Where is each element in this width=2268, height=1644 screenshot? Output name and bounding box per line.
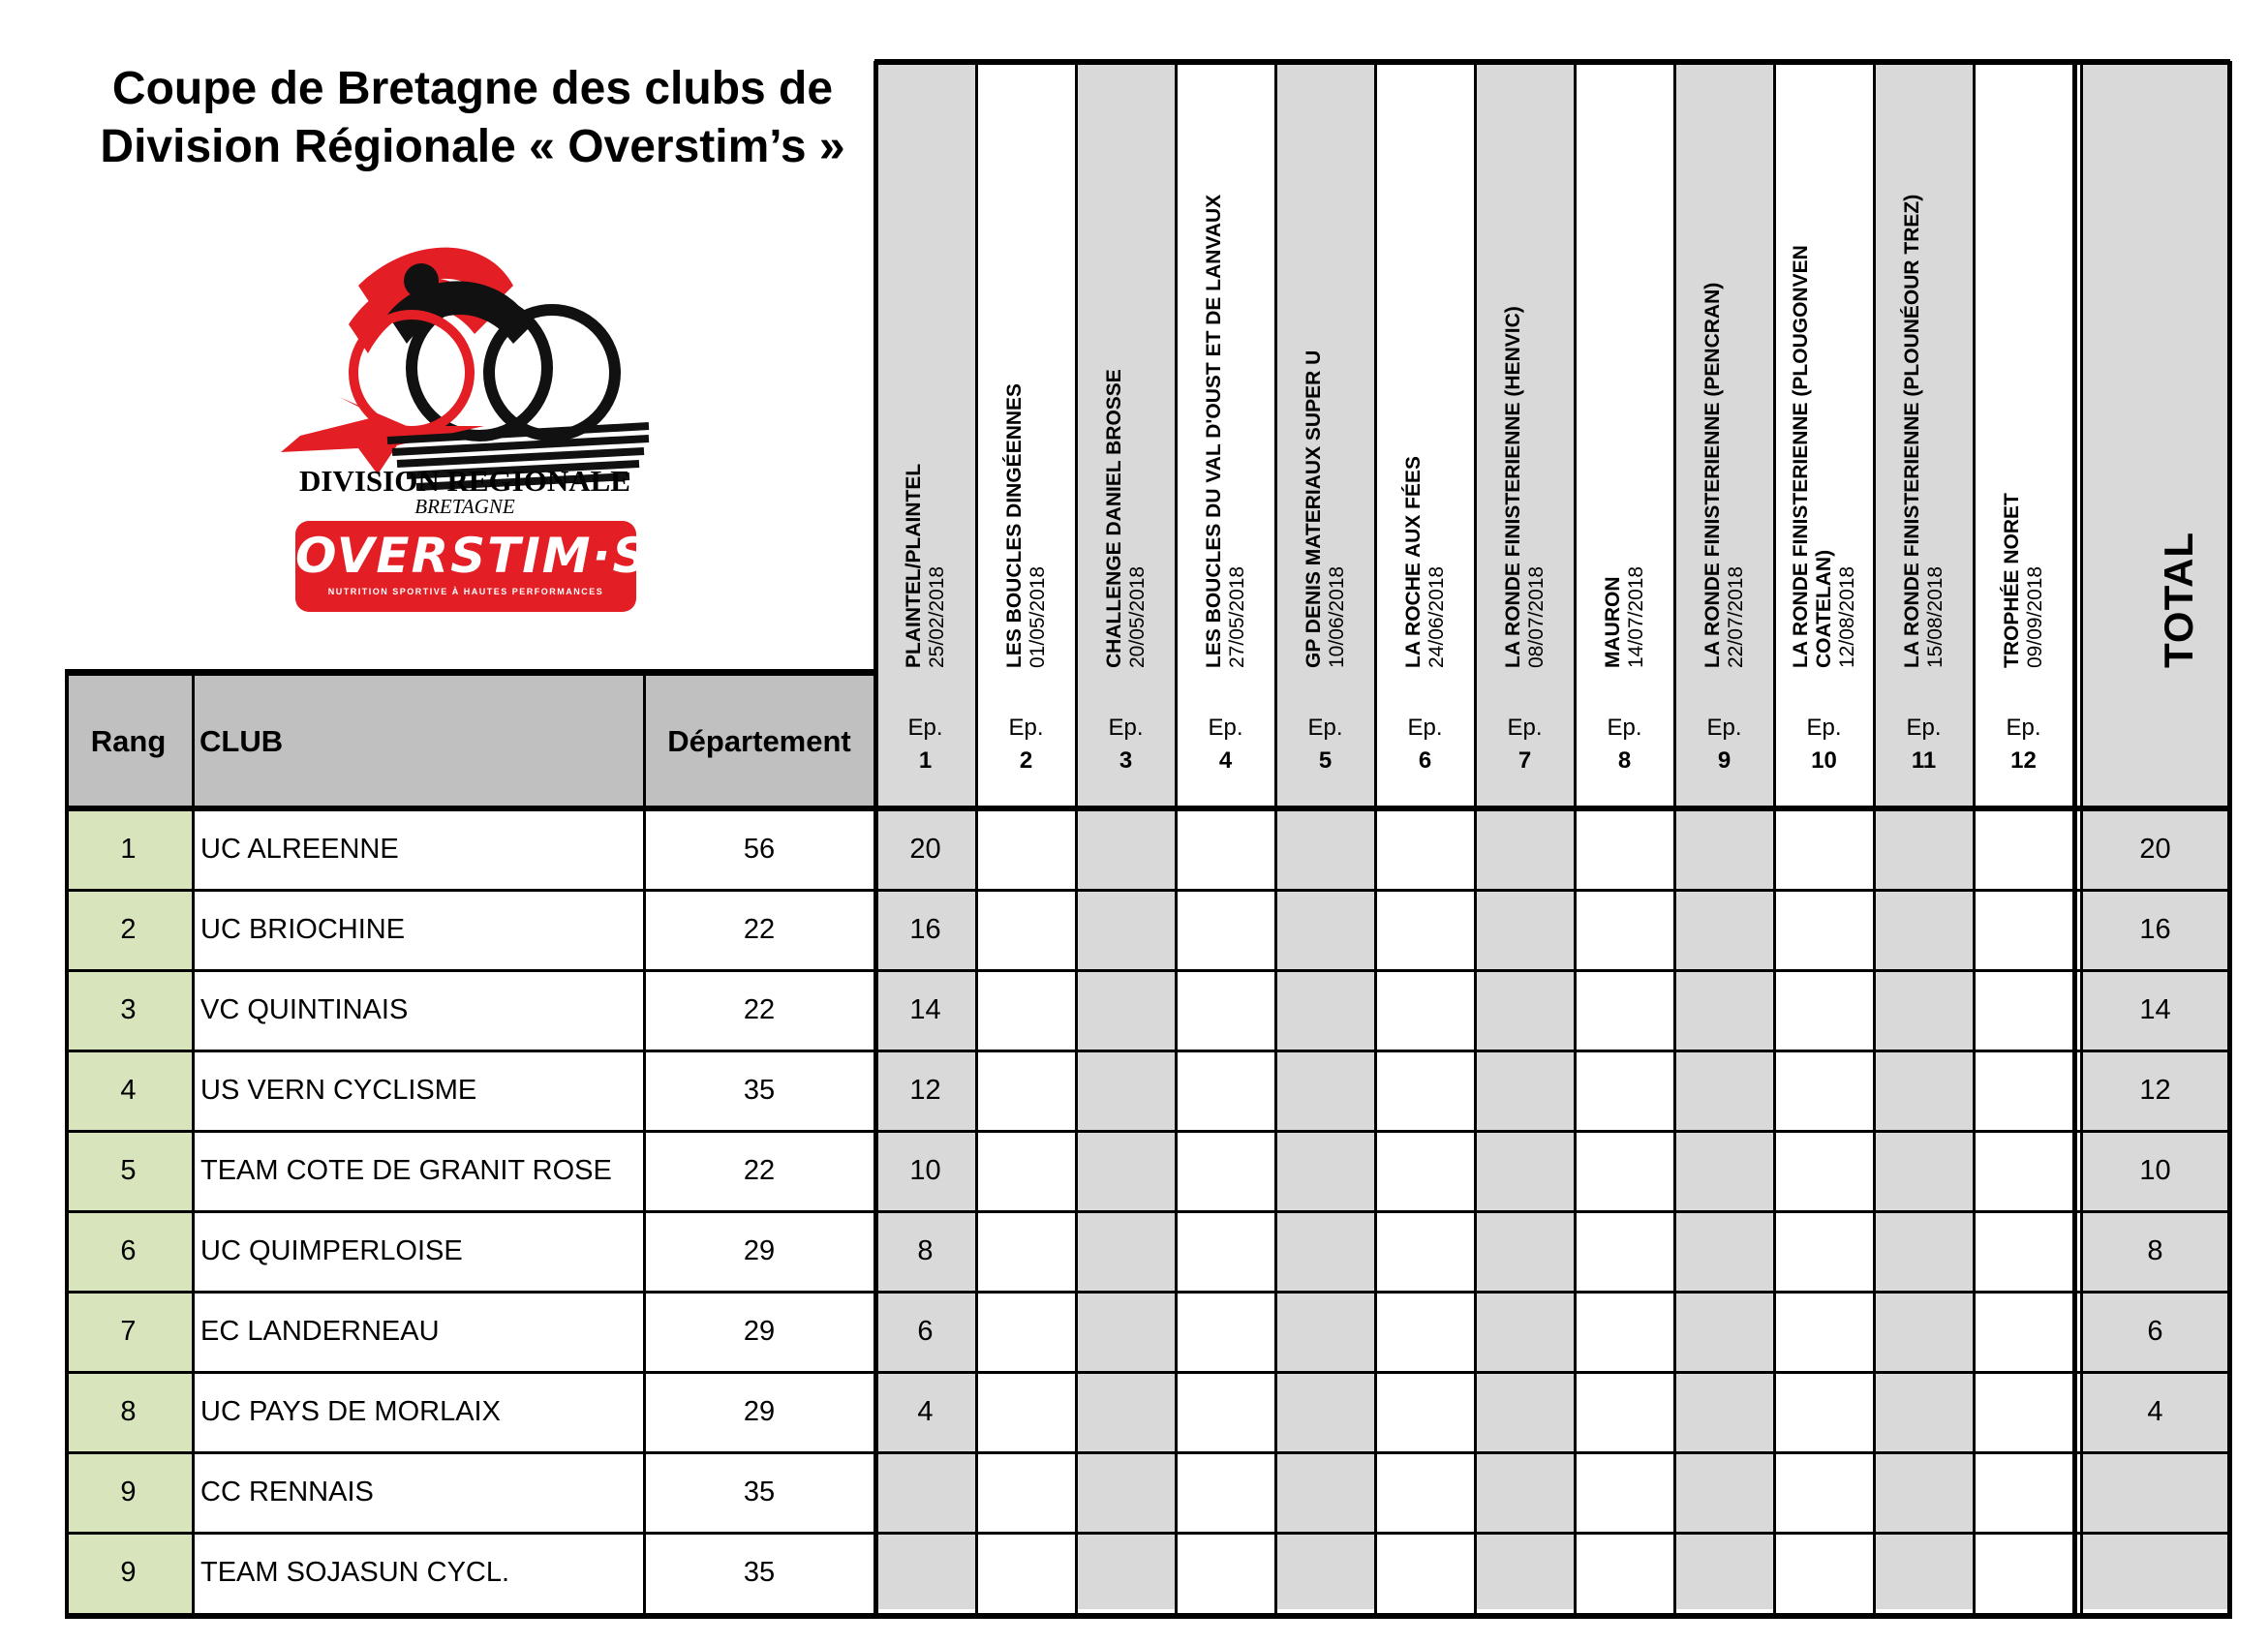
- event-date: 14/07/2018: [1624, 565, 1647, 668]
- event-date: 01/05/2018: [1026, 565, 1049, 668]
- event-date: 24/06/2018: [1425, 565, 1448, 668]
- event-header-12: [2001, 493, 2047, 668]
- table-row: [65, 1533, 2230, 1613]
- rank-cell: 8: [65, 1372, 192, 1452]
- title-line-1: Coupe de Bretagne des clubs de: [111, 63, 834, 114]
- total-cell: 20: [2139, 834, 2171, 865]
- brand-tagline: NUTRITION SPORTIVE À HAUTES PERFORMANCES: [327, 587, 604, 596]
- event-name: GP DENIS MATERIAUX SUPER U: [1302, 350, 1325, 668]
- rank-cell: 5: [65, 1131, 192, 1211]
- logo-region-text: BRETAGNE: [414, 495, 515, 518]
- department-cell: 35: [743, 1557, 776, 1588]
- ep1-points-cell: 16: [909, 914, 941, 945]
- event-name: LA RONDE FINISTERIENNE (PLOUGONVEN: [1789, 245, 1812, 668]
- event-date: 09/09/2018: [2023, 565, 2046, 668]
- event-header-8: [1602, 566, 1648, 668]
- department-cell: 29: [743, 1316, 776, 1347]
- event-ep-1: Ep. 1: [907, 715, 943, 774]
- club-cell: TEAM COTE DE GRANIT ROSE: [200, 1155, 612, 1186]
- event-name: LA RONDE FINISTERIENNE (PLOUNÉOUR TREZ): [1900, 194, 1923, 668]
- event-date: 15/08/2018: [1923, 565, 1946, 668]
- table-row: [65, 1452, 2230, 1533]
- total-cell: 12: [2139, 1075, 2171, 1106]
- event-header-1: [903, 464, 949, 668]
- ep1-points-cell: 6: [917, 1316, 934, 1347]
- department-cell: 35: [743, 1075, 776, 1106]
- event-date: 20/05/2018: [1125, 565, 1149, 668]
- table-row: [65, 809, 2230, 890]
- rank-cell: 1: [65, 809, 192, 890]
- club-cell: EC LANDERNEAU: [200, 1316, 440, 1347]
- table-row: [65, 970, 2230, 1050]
- event-name: CHALLENGE DANIEL BROSSE: [1102, 369, 1125, 668]
- event-date: 12/08/2018: [1835, 565, 1858, 668]
- total-cell: 6: [2147, 1316, 2163, 1347]
- event-header-2: [1003, 383, 1050, 668]
- overstims-logo: [295, 521, 650, 612]
- table-row: [65, 890, 2230, 970]
- rank-cell: 9: [65, 1533, 192, 1613]
- rank-cell: 2: [65, 890, 192, 970]
- event-name: LES BOUCLES DINGÉENNES: [1002, 382, 1026, 668]
- event-ep-10: Ep. 10: [1806, 715, 1842, 774]
- club-cell: US VERN CYCLISME: [200, 1075, 477, 1106]
- club-cell: UC BRIOCHINE: [200, 914, 406, 945]
- table-row: [65, 1211, 2230, 1292]
- event-date: 08/07/2018: [1524, 565, 1548, 668]
- ep1-points-cell: 10: [909, 1155, 941, 1186]
- rank-cell: 9: [65, 1452, 192, 1533]
- table-row: [65, 1292, 2230, 1372]
- event-name: PLAINTEL/PLAINTEL: [902, 463, 925, 668]
- department-cell: 29: [743, 1396, 776, 1427]
- event-name-line2: COATELAN): [1812, 549, 1835, 668]
- ep1-points-cell: 12: [909, 1075, 941, 1106]
- title-line-2: Division Régionale « Overstim’s »: [100, 121, 845, 172]
- header-total: TOTAL: [2156, 531, 2201, 668]
- event-date: 10/06/2018: [1325, 565, 1348, 668]
- event-ep-9: Ep. 9: [1706, 715, 1742, 774]
- club-cell: UC ALREENNE: [200, 834, 399, 865]
- event-ep-7: Ep. 7: [1507, 715, 1543, 774]
- rank-cell: 4: [65, 1050, 192, 1131]
- club-cell: CC RENNAIS: [200, 1477, 374, 1507]
- event-name: LES BOUCLES DU VAL D'OUST ET DE LANVAUX: [1202, 194, 1225, 668]
- event-header-4: [1203, 195, 1249, 668]
- department-cell: 35: [743, 1477, 776, 1507]
- department-cell: 56: [743, 834, 776, 865]
- ep1-points-cell: 14: [909, 994, 941, 1025]
- ep1-points-cell: [874, 1533, 976, 1613]
- brand-name: OVERSTIM·S: [295, 528, 650, 584]
- event-ep-2: Ep. 2: [1008, 715, 1044, 774]
- ep1-points-cell: 8: [917, 1235, 934, 1266]
- total-cell: [2080, 1533, 2230, 1613]
- department-cell: 29: [743, 1235, 776, 1266]
- header-department: Département: [644, 676, 874, 807]
- event-date: 22/07/2018: [1724, 565, 1747, 668]
- table-row: [65, 1131, 2230, 1211]
- page-title: [66, 60, 879, 176]
- event-ep-3: Ep. 3: [1108, 715, 1144, 774]
- event-header-6: [1402, 456, 1449, 668]
- event-name: LA RONDE FINISTERIENNE (HENVIC): [1501, 306, 1524, 668]
- event-ep-4: Ep. 4: [1208, 715, 1243, 774]
- event-date: 27/05/2018: [1225, 565, 1248, 668]
- rank-cell: 3: [65, 970, 192, 1050]
- event-ep-11: Ep. 11: [1906, 715, 1942, 774]
- club-cell: VC QUINTINAIS: [200, 994, 409, 1025]
- club-cell: UC QUIMPERLOISE: [200, 1235, 463, 1266]
- department-cell: 22: [743, 994, 776, 1025]
- event-date: 25/02/2018: [925, 565, 948, 668]
- header-rank: Rang: [65, 676, 192, 807]
- rank-cell: 7: [65, 1292, 192, 1372]
- total-cell: 16: [2139, 914, 2171, 945]
- club-cell: UC PAYS DE MORLAIX: [200, 1396, 501, 1427]
- event-name: TROPHÉE NORET: [2000, 493, 2023, 668]
- event-header-10: [1790, 245, 1859, 668]
- event-header-11: [1901, 195, 1947, 668]
- table-row: [65, 1372, 2230, 1452]
- club-cell: TEAM SOJASUN CYCL.: [200, 1557, 510, 1588]
- department-cell: 22: [743, 914, 776, 945]
- event-ep-5: Ep. 5: [1307, 715, 1343, 774]
- event-ep-12: Ep. 12: [2006, 715, 2041, 774]
- total-cell: 8: [2147, 1235, 2163, 1266]
- total-cell: 10: [2139, 1155, 2171, 1186]
- event-header-3: [1103, 369, 1149, 668]
- event-header-7: [1502, 306, 1548, 668]
- department-cell: 22: [743, 1155, 776, 1186]
- total-cell: 4: [2147, 1396, 2163, 1427]
- event-name: LA RONDE FINISTERIENNE (PENCRAN): [1701, 282, 1724, 668]
- event-ep-6: Ep. 6: [1407, 715, 1443, 774]
- logo-division-text: DIVISION REGIONALE: [299, 464, 630, 498]
- total-cell: [2080, 1452, 2230, 1533]
- ep1-points-cell: [874, 1452, 976, 1533]
- total-cell: 14: [2139, 994, 2171, 1025]
- event-ep-8: Ep. 8: [1607, 715, 1642, 774]
- ep1-points-cell: 4: [917, 1396, 934, 1427]
- event-name: MAURON: [1601, 576, 1624, 668]
- ep1-points-cell: 20: [909, 834, 941, 865]
- event-header-5: [1303, 350, 1349, 668]
- event-header-9: [1701, 283, 1748, 668]
- event-name: LA ROCHE AUX FÉES: [1401, 456, 1425, 668]
- table-row: [65, 1050, 2230, 1131]
- rank-cell: 6: [65, 1211, 192, 1292]
- header-club: CLUB: [192, 676, 644, 807]
